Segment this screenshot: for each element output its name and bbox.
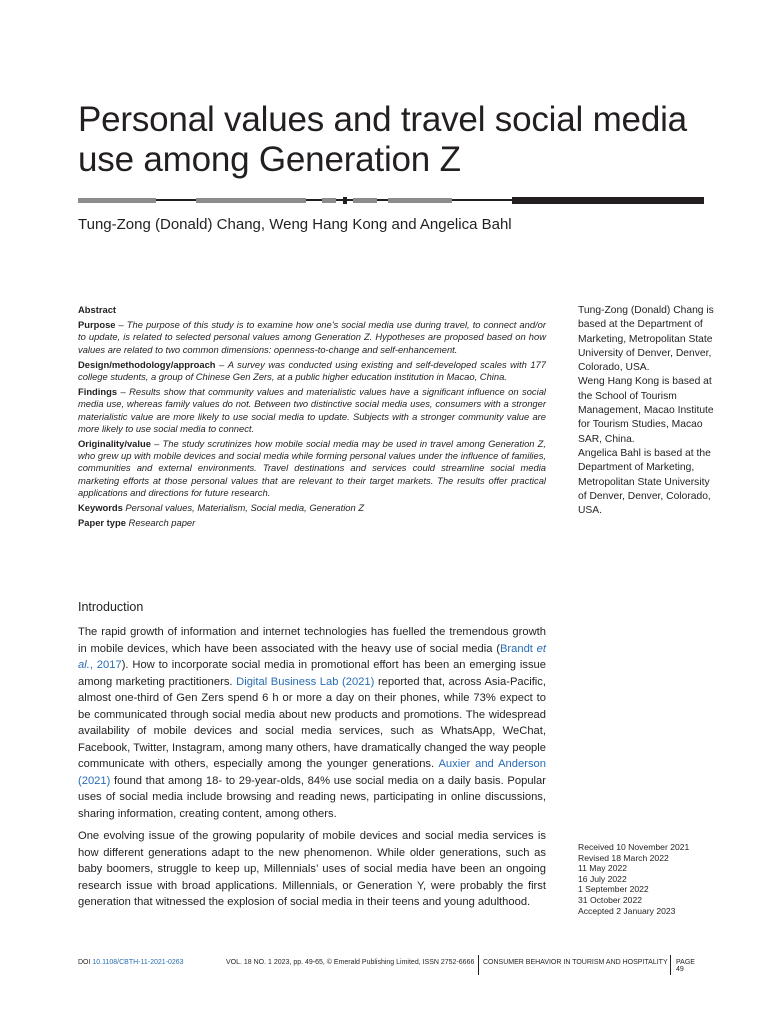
- author-affiliations: [578, 304, 718, 518]
- affiliation-kong: Weng Hang Kong is based at the School of Tourism Management, Macao Institute for Tourism Studies, Macao SAR, China.: [578, 376, 714, 445]
- abstract-originality: Originality/value – The study scrutinizes how mobile social media may be used in travel among Generation Z, who grew up with mobile devices and social media while forming personal values under the influence of families, communities and external environments. Travel destinations and services could streamline social media marketing efforts at those personal values that are relevant to their target markets. The results offer practical applications and directions for future research.: [78, 438, 546, 498]
- doi: DOI 10.1108/CBTH-11-2021-0263: [78, 959, 184, 966]
- revised-date: 11 May 2022: [578, 863, 628, 874]
- received-date: Received 10 November 2021: [578, 842, 690, 852]
- abstract-design: Design/methodology/approach – A survey was conducted using existing and self-developed scales with 177 college students, a group of Chinese Gen Zers, at a public higher education institution in Macao, China.: [78, 358, 546, 383]
- submission-history: [578, 842, 718, 916]
- citation-digital-business-lab[interactable]: Digital Business Lab (2021): [236, 675, 375, 688]
- introduction-body: [78, 624, 546, 917]
- doi-link[interactable]: 10.1108/CBTH-11-2021-0263: [92, 959, 184, 966]
- title-divider-rule: [78, 197, 704, 204]
- abstract-findings: Findings – Results show that community values and materialistic values have a significant influence on social media use, whereas family values do not. Between two distinctive social media uses, consumers with a stronger materialistic value are more likely to use social media to update. Subjects with a stronger community value are more likely to use social media to connect.: [78, 386, 546, 434]
- page-number: PAGE 49: [676, 959, 695, 973]
- author-list: Tung-Zong (Donald) Chang, Weng Hang Kong and Angelica Bahl: [78, 216, 512, 233]
- page-footer: [78, 955, 704, 975]
- revised-date: Revised 18 March 2022: [578, 852, 669, 863]
- affiliation-bahl: Angelica Bahl is based at the Department of Marketing, Metropolitan State University of Denver, Denver, Colorado, USA.: [578, 447, 711, 517]
- revised-date: 1 September 2022: [578, 884, 649, 895]
- volume-info: VOL. 18 NO. 1 2023, pp. 49-65, © Emerald Publishing Limited, ISSN 2752-6666: [226, 959, 475, 966]
- revised-date: 16 July 2022: [578, 873, 627, 884]
- accepted-date: Accepted 2 January 2023: [578, 905, 676, 916]
- abstract-paper-type: Paper type Research paper: [78, 517, 196, 529]
- abstract-section: [78, 304, 546, 532]
- abstract-heading: Abstract: [78, 304, 117, 315]
- introduction-heading: Introduction: [78, 600, 144, 614]
- footer-divider: [478, 955, 479, 975]
- citation-brandt-2017[interactable]: Brandt et al., 2017: [78, 642, 546, 671]
- footer-divider: [670, 955, 671, 975]
- citation-auxier-anderson[interactable]: Auxier and Anderson (2021): [78, 758, 546, 787]
- affiliation-chang: Tung-Zong (Donald) Chang is based at the Department of Marketing, Metropolitan State University of Denver, Denver, Colorado, USA.: [578, 305, 714, 374]
- revised-date: 31 October 2022: [578, 894, 643, 905]
- journal-name: CONSUMER BEHAVIOR IN TOURISM AND HOSPITALITY: [483, 959, 668, 966]
- abstract-keywords: Keywords Personal values, Materialism, Social media, Generation Z: [78, 502, 365, 514]
- article-title: Personal values and travel social media use among Generation Z: [78, 100, 687, 179]
- intro-paragraph-1: The rapid growth of information and internet technologies has fuelled the tremendous growth in mobile devices, which have been associated with the heavy use of social media (Brandt et al., 2017). How to incorporate social media in promotional effort has been an emerging issue among marketing practitioners. Digital Business Lab (2021) reported that, across Asia-Pacific, almost one-third of Gen Zers spend 6 h or more a day on their phones, while 73% expect to be communicated through social media about new products and promotions. The widespread availability of mobile devices and social media services, such as WhatsApp, WeChat, Facebook, Twitter, Instagram, among many others, have dramatically changed the way people communicate with others, especially among the younger generations. Auxier and Anderson (2021) found that among 18- to 29-year-olds, 84% use social media on a daily basis. Popular uses of social media include browsing and reading news, participating in online discussions, sharing information, creating content, among others.: [78, 626, 546, 820]
- abstract-purpose: Purpose – The purpose of this study is to examine how one’s social media use during travel, to connect and/or to update, is related to selected personal values among Generation Z. Hypotheses are proposed based on how values are related to two common dimensions: openness-to-change and self-enhancement.: [78, 319, 546, 355]
- intro-paragraph-2: One evolving issue of the growing popularity of mobile devices and social media services is how different generations adapt to the new phenomenon. While older generations, such as baby boomers, struggle to keep up, Millennials’ uses of social media have been an ongoing research issue with broad applications. Millennials, or Generation Y, were probably the first generation that witnessed the explosion of social media in their teens and young adulthood.: [78, 830, 546, 908]
